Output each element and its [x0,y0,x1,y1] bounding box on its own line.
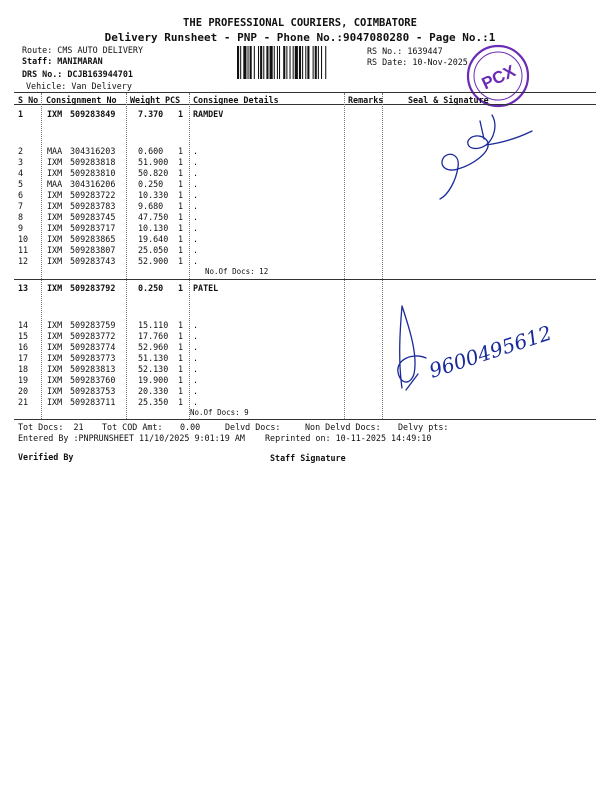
barcode-bar [305,46,306,79]
staff-signature-label: Staff Signature [270,453,346,463]
row-weight: 0.250 [138,283,164,293]
row-consignment: 509283759 [70,320,116,330]
row-sno: 14 [18,320,29,330]
row-sno: 17 [18,353,29,363]
row-weight: 0.250 [138,179,164,189]
row-pcs: 1 [178,386,184,396]
row-consignment: 509283818 [70,157,116,167]
row-sno: 12 [18,256,29,266]
row-prefix: IXM [47,212,63,222]
row-consignee: . [193,223,199,233]
row-prefix: IXM [47,234,63,244]
row-consignee: . [193,212,199,222]
col-header-consignee: Consignee Details [193,95,279,105]
barcode-bar [321,46,322,79]
row-consignee: . [193,157,199,167]
runsheet-subtitle: Delivery Runsheet - PNP - Phone No.:9047080280 - Page No.:1 [104,31,496,44]
row-sno: 2 [18,146,24,156]
drs-label: DRS No.: DCJB163944701 [22,69,133,79]
barcode-bar [293,46,294,79]
barcode-bar [315,46,317,79]
row-weight: 52.900 [138,256,169,266]
row-sno: 7 [18,201,24,211]
non-delivered-docs-label: Non Delvd Docs: [305,422,381,432]
row-consignee: . [193,320,199,330]
barcode-bar [307,46,309,79]
row-sno: 4 [18,168,24,178]
rs-date: RS Date: 10-Nov-2025 [367,57,468,67]
barcode-bar [286,46,287,79]
row-consignee: . [193,201,199,211]
row-sno: 5 [18,179,24,189]
row-sno: 9 [18,223,24,233]
stamp-text: PCX [478,61,519,94]
row-sno: 21 [18,397,29,407]
row-weight: 51.900 [138,157,169,167]
barcode-bar [325,46,326,79]
row-prefix: MAA [47,179,63,189]
company-title: THE PROFESSIONAL COURIERS, COIMBATORE [183,17,417,29]
row-consignment: 509283783 [70,201,116,211]
col-header-pcs: PCS [165,95,181,105]
row-prefix: IXM [47,190,63,200]
row-weight: 10.130 [138,223,169,233]
row-weight: 52.130 [138,364,169,374]
row-consignment: 509283717 [70,223,116,233]
barcode-bar [250,46,252,79]
row-pcs: 1 [178,223,184,233]
row-prefix: IXM [47,168,63,178]
row-consignee: RAMDEV [193,109,224,119]
row-weight: 19.640 [138,234,169,244]
col-header-seal: Seal & Signature [408,95,489,105]
row-consignment: 509283772 [70,331,116,341]
row-consignment: 509283722 [70,190,116,200]
delivery-points-label: Delvy pts: [398,422,449,432]
verified-by-label: Verified By [18,452,74,462]
row-pcs: 1 [178,146,184,156]
barcode-bar [283,46,285,79]
barcode-bar [274,46,275,79]
table-bottom-rule [14,419,596,420]
row-weight: 15.110 [138,320,169,330]
row-consignee: . [193,342,199,352]
row-weight: 51.130 [138,353,169,363]
vehicle-label: Vehicle: Van Delivery [26,81,132,91]
signature-phone-text: 9600495612 [426,320,555,383]
barcode [237,46,363,79]
col-divider [344,93,345,419]
row-pcs: 1 [178,245,184,255]
row-consignment: 509283813 [70,364,116,374]
row-consignee: . [193,168,199,178]
row-prefix: IXM [47,364,63,374]
row-weight: 47.750 [138,212,169,222]
row-prefix: IXM [47,256,63,266]
row-weight: 17.760 [138,331,169,341]
row-consignee: . [193,179,199,189]
row-consignment: 509283810 [70,168,116,178]
delivered-docs-label: Delvd Docs: [225,422,281,432]
row-weight: 25.050 [138,245,169,255]
row-pcs: 1 [178,320,184,330]
row-consignment: 509283773 [70,353,116,363]
row-pcs: 1 [178,179,184,189]
row-pcs: 1 [178,157,184,167]
row-weight: 25.350 [138,397,169,407]
row-pcs: 1 [178,109,184,119]
row-consignment: 509283865 [70,234,116,244]
row-pcs: 1 [178,283,184,293]
row-prefix: IXM [47,331,63,341]
row-pcs: 1 [178,212,184,222]
row-sno: 6 [18,190,24,200]
row-sno: 18 [18,364,29,374]
row-sno: 20 [18,386,29,396]
row-weight: 10.330 [138,190,169,200]
row-sno: 8 [18,212,24,222]
row-consignee: PATEL [193,283,219,293]
group-separator [14,279,596,280]
row-weight: 50.820 [138,168,169,178]
row-consignment: 509283774 [70,342,116,352]
row-weight: 7.370 [138,109,164,119]
barcode-bar [254,46,255,79]
row-weight: 19.900 [138,375,169,385]
row-consignee: . [193,256,199,266]
row-pcs: 1 [178,353,184,363]
total-cod-value: 0.00 [180,422,201,432]
row-prefix: IXM [47,201,63,211]
barcode-bar [237,46,239,79]
row-prefix: IXM [47,157,63,167]
row-consignment: 509283792 [70,283,116,293]
row-pcs: 1 [178,234,184,244]
row-consignment: 509283807 [70,245,116,255]
col-header-remarks: Remarks [348,95,384,105]
col-header-weight: Weight [130,95,161,105]
row-pcs: 1 [178,168,184,178]
barcode-bar [240,46,241,79]
barcode-bar [295,46,298,79]
barcode-bar [279,46,280,79]
row-pcs: 1 [178,375,184,385]
row-prefix: IXM [47,283,63,293]
row-pcs: 1 [178,342,184,352]
table-top-rule [14,92,596,93]
row-sno: 15 [18,331,29,341]
row-pcs: 1 [178,364,184,374]
row-prefix: IXM [47,353,63,363]
barcode-bar [302,46,303,79]
barcode-bar [290,46,291,79]
row-consignment: 304316206 [70,179,116,189]
col-divider [126,93,127,419]
row-prefix: IXM [47,375,63,385]
row-consignment: 509283743 [70,256,116,266]
row-prefix: IXM [47,109,63,119]
col-divider [189,93,190,419]
row-sno: 16 [18,342,29,352]
row-prefix: IXM [47,320,63,330]
entered-by: Entered By :PNPRUNSHEET 11/10/2025 9:01:19 AM [18,433,245,443]
row-consignment: 509283849 [70,109,116,119]
row-weight: 52.960 [138,342,169,352]
row-pcs: 1 [178,256,184,266]
total-docs: Tot Docs: 21 [18,422,84,432]
row-prefix: IXM [47,397,63,407]
row-pcs: 1 [178,331,184,341]
barcode-bar [263,46,264,79]
total-cod-label: Tot COD Amt: [102,422,163,432]
col-divider [41,93,42,419]
row-consignment: 509283711 [70,397,116,407]
col-divider [382,93,383,419]
row-consignee: . [193,386,199,396]
row-sno: 11 [18,245,29,255]
row-consignment: 304316203 [70,146,116,156]
signature-patel [392,300,562,410]
barcode-bar [248,46,249,79]
row-consignee: . [193,234,199,244]
rs-number: RS No.: 1639447 [367,46,443,56]
row-consignee: . [193,190,199,200]
barcode-bar [299,46,301,79]
row-consignee: . [193,397,199,407]
row-sno: 19 [18,375,29,385]
row-weight: 0.600 [138,146,164,156]
row-weight: 20.330 [138,386,169,396]
staff-label: Staff: MANIMARAN [22,56,103,66]
row-prefix: IXM [47,245,63,255]
route-label: Route: CMS AUTO DELIVERY [22,45,144,55]
row-prefix: IXM [47,342,63,352]
row-consignee: . [193,331,199,341]
row-consignee: . [193,146,199,156]
barcode-bar [270,46,273,79]
row-weight: 9.680 [138,201,164,211]
signature-ramdev [420,95,540,205]
row-prefix: MAA [47,146,63,156]
row-prefix: IXM [47,223,63,233]
row-pcs: 1 [178,190,184,200]
row-consignee: . [193,364,199,374]
col-header-consignment: Consignment No [46,95,117,105]
row-consignment: 509283760 [70,375,116,385]
row-sno: 3 [18,157,24,167]
barcode-bar [243,46,246,79]
reprinted-on: Reprinted on: 10-11-2025 14:49:10 [265,433,432,443]
group1-doc-count: No.Of Docs: 12 [205,267,269,276]
row-consignment: 509283745 [70,212,116,222]
row-sno: 10 [18,234,29,244]
barcode-bar [277,46,278,79]
row-consignee: . [193,353,199,363]
row-consignee: . [193,245,199,255]
col-header-sno: S No [18,95,39,105]
row-pcs: 1 [178,397,184,407]
barcode-bar [266,46,268,79]
barcode-bar [318,46,319,79]
group2-doc-count: No.Of Docs: 9 [190,408,249,417]
barcode-bar [260,46,262,79]
barcode-bar [258,46,259,79]
row-sno: 13 [18,283,29,293]
row-consignment: 509283753 [70,386,116,396]
row-prefix: IXM [47,386,63,396]
row-consignee: . [193,375,199,385]
row-sno: 1 [18,109,24,119]
barcode-bar [313,46,314,79]
row-pcs: 1 [178,201,184,211]
